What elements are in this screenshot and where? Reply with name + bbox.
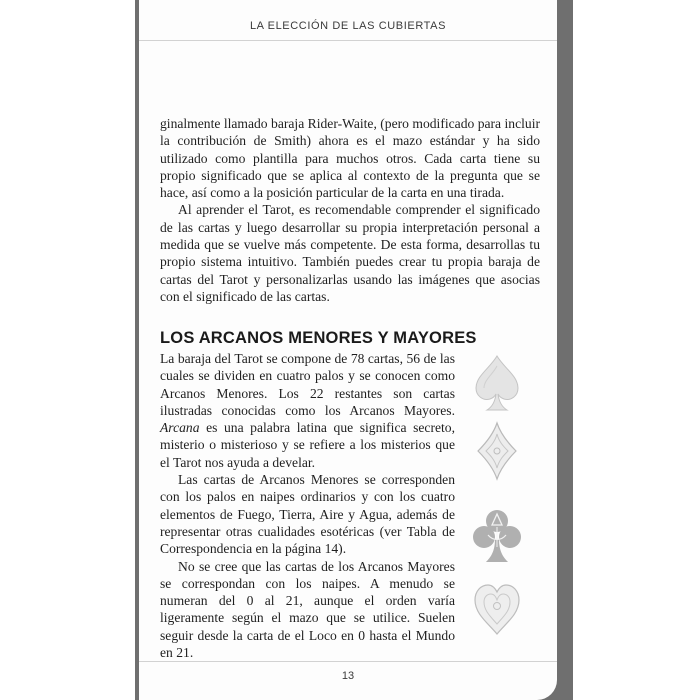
diamond-icon (470, 420, 524, 482)
footer-divider (139, 661, 557, 662)
section-paragraph-3: No se cree que las cartas de los Arcanos Mayores se correspondan con los naipes. A menudo se numeran del 0 al 21, aunque el orden varía ligeramente según el mazo que se utilice. Suelen seguir desde la carta de el Loco en 0 hasta el Mundo en 21. (160, 558, 455, 661)
p1-text-after: es una palabra latina que significa secreto, misterio o misterioso y se refiere a los misterios que el Tarot nos ayuda a develar. (160, 420, 455, 470)
section-heading: LOS ARCANOS MENORES Y MAYORES (160, 329, 477, 347)
intro-paragraph-1: ginalmente llamado baraja Rider-Waite, (pero modificado para incluir la contribución de Smith) ahora es el mazo estándar y ha sido utilizado como plantilla para muchos otros. Cada carta tiene su propio significado que se aplica al contexto de la pregunta que se hace, así como a la posición particular de la carta en una tirada. (160, 116, 540, 201)
spade-icon (470, 352, 524, 414)
intro-text (160, 115, 540, 305)
page-number: 13 (341, 670, 355, 682)
intro-paragraph-2: Al aprender el Tarot, es recomendable comprender el significado de las cartas y luego desarrollar su propia interpretación personal a medida que se vuelve más competente. De esta forma, desarrollas tu propio sistema intuitivo. También puedes crear tu propia baraja de cartas del Tarot y personalizarlas usando las imágenes que asocias con el significado de las cartas. (160, 202, 540, 304)
header-divider (139, 40, 557, 41)
section-paragraph-1 (160, 350, 455, 471)
p1-italic-term: Arcana (160, 420, 200, 436)
section-text (160, 350, 455, 661)
heart-icon (470, 578, 524, 640)
club-icon (470, 505, 524, 567)
section-paragraph-2: Las cartas de Arcanos Menores se corresponden con los palos en naipes ordinarios y con los cuatro elementos de Fuego, Tierra, Aire y Agua, además de representar otras cualidades esotéricas (ver Tabla de Correspondencia en la página 14). (160, 472, 455, 557)
running-head: LA ELECCIÓN DE LAS CUBIERTAS (249, 20, 447, 32)
p1-text-before: La baraja del Tarot se compone de 78 cartas, 56 de las cuales se dividen en cuatro palos y se conocen como Arcanos Menores. Los 22 restantes son cartas ilustradas conocidas como los Arcanos Mayores. (160, 351, 455, 418)
